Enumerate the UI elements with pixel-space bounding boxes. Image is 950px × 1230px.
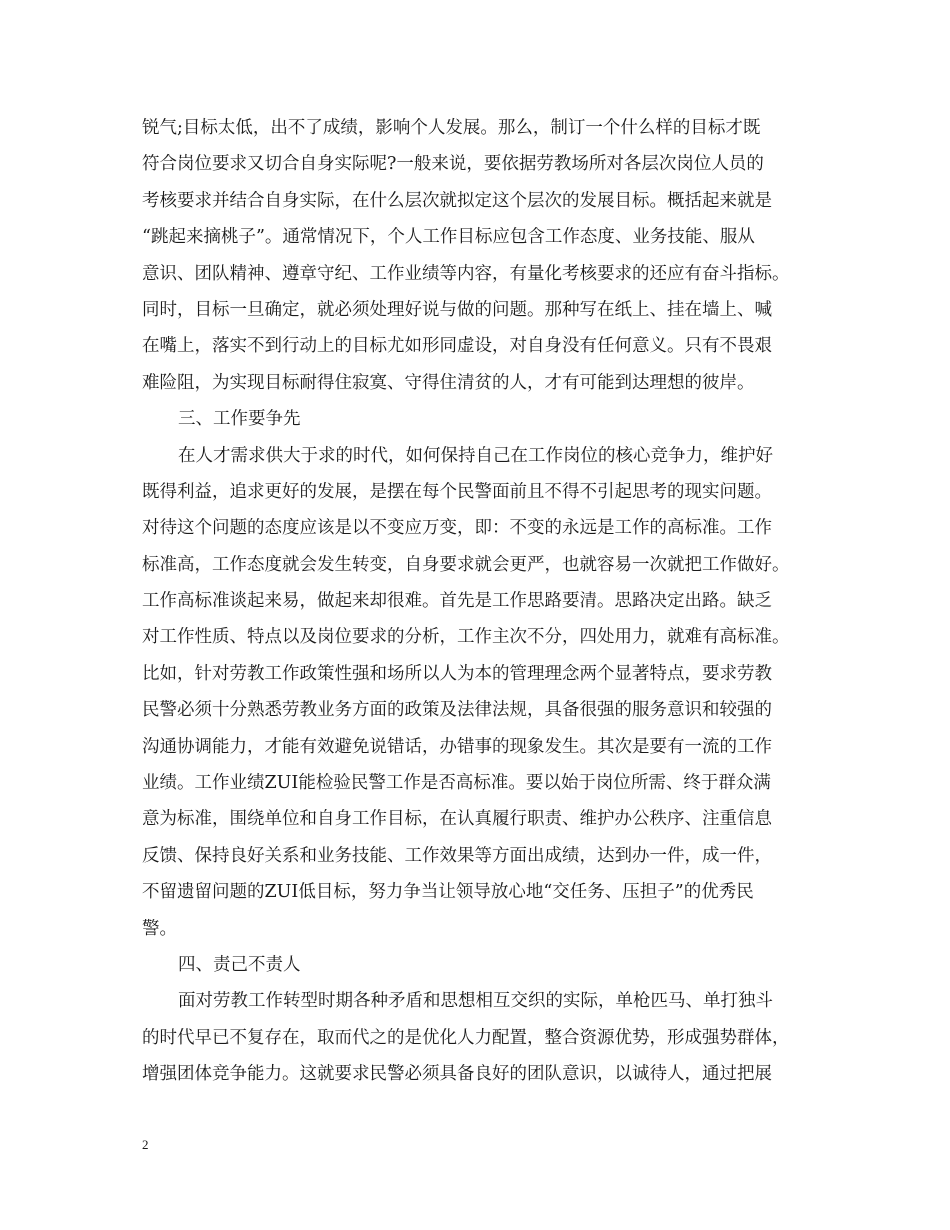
text-line: 警。 <box>142 918 177 939</box>
text-line: 标准高，工作态度就会发生转变，自身要求就会更严，也就容易一次就把工作做好。 <box>142 554 790 575</box>
text-line: 反馈、保持良好关系和业务技能、工作效果等方面出成绩，达到办一件，成一件， <box>142 845 772 866</box>
text-line: 对待这个问题的态度应该是以不变应万变，即：不变的永远是工作的高标准。工作 <box>142 518 772 539</box>
text-line: 意为标准，围绕单位和自身工作目标，在认真履行职责、维护办公秩序、注重信息 <box>142 809 772 830</box>
text-line: 四、责己不责人 <box>178 954 301 975</box>
text-line: 锐气;目标太低，出不了成绩，影响个人发展。那么，制订一个什么样的目标才既 <box>142 118 761 138</box>
text-line: 在嘴上，落实不到行动上的目标尤如形同虚设，对自身没有任何意义。只有不畏艰 <box>142 336 772 357</box>
text-line: 难险阻，为实现目标耐得住寂寞、守得住清贫的人，才有可能到达理想的彼岸。 <box>142 372 755 393</box>
text-line: 既得利益，追求更好的发展，是摆在每个民警面前且不得不引起思考的现实问题。 <box>142 481 772 502</box>
text-line: 同时，目标一旦确定，就必须处理好说与做的问题。那种写在纸上、挂在墙上、喊 <box>142 299 772 320</box>
text-line: 在人才需求供大于求的时代，如何保持自己在工作岗位的核心竞争力，维护好 <box>178 445 773 466</box>
text-line: 的时代早已不复存在，取而代之的是优化人力配置，整合资源优势，形成强势群体， <box>142 1027 790 1048</box>
text-line: 不留遗留问题的ZUI低目标，努力争当让领导放心地“交任务、压担子”的优秀民 <box>142 882 754 903</box>
text-line: 工作高标准谈起来易，做起来却很难。首先是工作思路要清。思路决定出路。缺乏 <box>142 591 772 612</box>
text-line: 增强团体竞争能力。这就要求民警必须具备良好的团队意识，以诚待人，通过把展 <box>142 1064 772 1085</box>
text-line: 考核要求并结合自身实际，在什么层次就拟定这个层次的发展目标。概括起来就是 <box>142 190 772 211</box>
text-line: 民警必须十分熟悉劳教业务方面的政策及法律法规，具备很强的服务意识和较强的 <box>142 700 772 721</box>
text-line: 对工作性质、特点以及岗位要求的分析，工作主次不分，四处用力，就难有高标准。 <box>142 627 790 648</box>
text-line: “跳起来摘桃子”。通常情况下，个人工作目标应包含工作态度、业务技能、服从 <box>142 227 755 248</box>
text-line: 符合岗位要求又切合自身实际呢?一般来说，要依据劳教场所对各层次岗位人员的 <box>142 154 764 175</box>
text-line: 沟通协调能力，才能有效避免说错话，办错事的现象发生。其次是要有一流的工作 <box>142 736 772 757</box>
page-number: 2 <box>142 1137 149 1152</box>
document-body <box>142 110 822 1093</box>
text-line: 意识、团队精神、遵章守纪、工作业绩等内容，有量化考核要求的还应有奋斗指标。 <box>142 263 790 284</box>
text-line: 业绩。工作业绩ZUI能检验民警工作是否高标准。要以始于岗位所需、终于群众满 <box>142 773 771 794</box>
text-line: 比如，针对劳教工作政策性强和场所以人为本的管理理念两个显著特点，要求劳教 <box>142 663 772 684</box>
text-line: 三、工作要争先 <box>178 409 301 430</box>
text-line: 面对劳教工作转型时期各种矛盾和思想相互交织的实际，单枪匹马、单打独斗 <box>178 991 773 1012</box>
